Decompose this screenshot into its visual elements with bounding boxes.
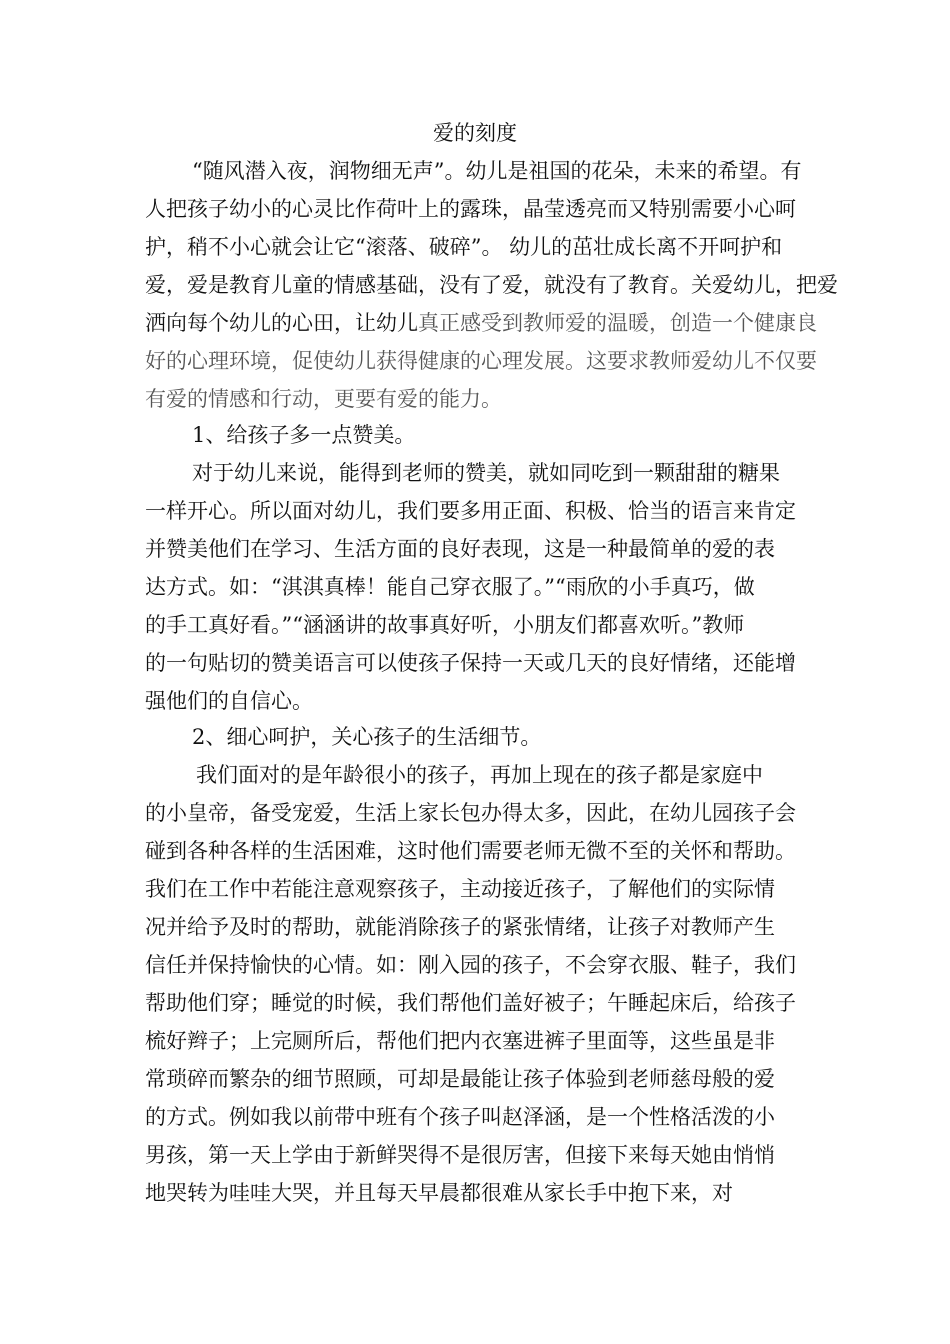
paragraph-line: 并赞美他们在学习、生活方面的良好表现，这是一种最简单的爱的表 bbox=[145, 537, 775, 561]
paragraph-line: 强他们的自信心。 bbox=[145, 689, 313, 713]
paragraph-line: 有爱的情感和行动，更要有爱的能力。 bbox=[145, 387, 502, 411]
paragraph-line: 地哭转为哇哇大哭，并且每天早晨都很难从家长手中抱下来，对 bbox=[145, 1181, 733, 1205]
paragraph-line: 碰到各种各样的生活困难，这时他们需要老师无微不至的关怀和帮助。 bbox=[145, 839, 796, 863]
paragraph-line-part: 洒向每个幼儿的心田，让幼儿 bbox=[145, 311, 418, 335]
paragraph-line: “随风潜入夜，润物细无声”。幼儿是祖国的花朵，未来的希望。有 bbox=[192, 159, 802, 183]
paragraph-line: 好的心理环境，促使幼儿获得健康的心理发展。这要求教师爱幼儿不仅要 bbox=[145, 349, 817, 373]
paragraph-line: 的小皇帝，备受宠爱，生活上家长包办得太多，因此，在幼儿园孩子会 bbox=[145, 801, 796, 825]
paragraph-line: 况并给予及时的帮助，就能消除孩子的紧张情绪，让孩子对教师产生 bbox=[145, 915, 775, 939]
paragraph-line bbox=[145, 308, 825, 338]
paragraph-line: 达方式。如：“淇淇真棒！能自己穿衣服了。”“雨欣的小手真巧，做 bbox=[145, 575, 755, 599]
paragraph-line: 男孩，第一天上学由于新鲜哭得不是很厉害，但接下来每天她由悄悄 bbox=[145, 1143, 775, 1167]
paragraph-line: 的手工真好看。”“涵涵讲的故事真好听，小朋友们都喜欢听。”教师 bbox=[145, 613, 745, 637]
paragraph-line: 信任并保持愉快的心情。如：刚入园的孩子，不会穿衣服、鞋子，我们 bbox=[145, 953, 796, 977]
paragraph-line: 人把孩子幼小的心灵比作荷叶上的露珠，晶莹透亮而又特别需要小心呵 bbox=[145, 197, 796, 221]
paragraph-line: 我们面对的是年龄很小的孩子，再加上现在的孩子都是家庭中 bbox=[196, 763, 763, 787]
paragraph-line: 常琐碎而繁杂的细节照顾，可却是最能让孩子体验到老师慈母般的爱 bbox=[145, 1067, 775, 1091]
paragraph-line: 的方式。例如我以前带中班有个孩子叫赵泽涵，是一个性格活泼的小 bbox=[145, 1105, 775, 1129]
paragraph-line: 对于幼儿来说，能得到老师的赞美，就如同吃到一颗甜甜的糖果 bbox=[192, 461, 780, 485]
paragraph-line: 帮助他们穿；睡觉的时候，我们帮他们盖好被子；午睡起床后，给孩子 bbox=[145, 991, 796, 1015]
section-heading: 2、细心呵护，关心孩子的生活细节。 bbox=[192, 725, 542, 749]
paragraph-line: 护，稍不小心就会让它“滚落、破碎”。 幼儿的茁壮成长离不开呵护和 bbox=[145, 235, 783, 259]
paragraph-line-part-muted: 真正感受到教师爱的温暖，创造一个健康良 bbox=[418, 311, 817, 335]
document-title: 爱的刻度 bbox=[433, 121, 517, 145]
paragraph-line: 的一句贴切的赞美语言可以使孩子保持一天或几天的良好情绪，还能增 bbox=[145, 651, 796, 675]
paragraph-line: 爱，爱是教育儿童的情感基础，没有了爱，就没有了教育。关爱幼儿，把爱 bbox=[145, 273, 838, 297]
paragraph-line: 我们在工作中若能注意观察孩子，主动接近孩子，了解他们的实际情 bbox=[145, 877, 775, 901]
paragraph-line: 一样开心。所以面对幼儿，我们要多用正面、积极、恰当的语言来肯定 bbox=[145, 499, 796, 523]
paragraph-line: 梳好辫子；上完厕所后，帮他们把内衣塞进裤子里面等，这些虽是非 bbox=[145, 1029, 775, 1053]
section-heading: 1、给孩子多一点赞美。 bbox=[192, 423, 416, 447]
